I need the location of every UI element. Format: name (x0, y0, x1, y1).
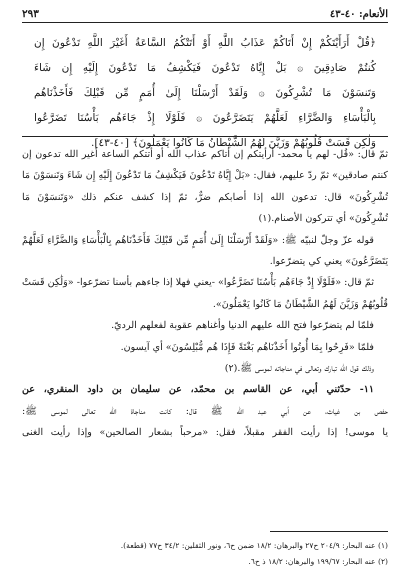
body-line: ثمّ قال: «فَلَوْلَا إِذْ جَاءَهُم بَأْسُنَا تَضَرَّعُوا» -يعني فهلا إذا جاءهم بأسنا تضرّعوا- «وَلَٰكِن قَسَتْ (22, 277, 374, 289)
body-line: حفص بن غياث، عن أبي عبد الله ﷺ قال: كانت مناجاة الله تعالى لموسى ﷺ: (22, 405, 388, 417)
body-line: قوله عزّ وجلّ لنبيّه ﷺ: «وَلَقَدْ أَرْسَلْنَا إِلَىٰ أُمَمٍ مِّن قَبْلِكَ فَأَخَذْنَاهُم بِالْبَأْسَاءِ وَالضَّرَّاءِ لَعَلَّهُمْ (22, 234, 374, 246)
verse-line: كُنتُمْ صَادِقِينَ ۞ بَلْ إِيَّاهُ تَدْعُونَ فَيَكْشِفُ مَا تَدْعُونَ إِلَيْهِ إِن شَاءَ (34, 62, 376, 74)
body-line: قُلُوبُهُمْ وَزَيَّنَ لَهُمُ الشَّيْطَانُ مَا كَانُوا يَعْمَلُونَ». (212, 298, 388, 310)
chapter-title: الأنعام: ٤٠-٤٣ (329, 9, 388, 20)
body-line: تُشْرِكُونَ» أي تتركون الأصنام.(١) (258, 213, 388, 225)
verse-line: وَتَنسَوْنَ مَا تُشْرِكُونَ ۞ وَلَقَدْ أَرْسَلْنَا إِلَىٰ أُمَمٍ مِّن قَبْلِكَ فَأَخَذْنَاهُم (34, 87, 376, 99)
body-line: فلمّا لم يتضرّعوا فتح الله عليهم الدنيا وأغناهم عقوبة لفعلهم الرديّ. (111, 320, 374, 332)
verse-line: وَلَٰكِن قَسَتْ قُلُوبُهُمْ وَزَيَّنَ لَهُمُ الشَّيْطَانُ مَا كَانُوا يَعْمَلُونَ﴾ [٤٠-٤٣]. (90, 137, 376, 149)
body-line: وذلك قول الله تبارك وتعالى في مناجاته لموسى ﷺ.(٢) (224, 363, 374, 375)
body-line: فلمّا «فَرِحُوا بِمَا أُوتُوا أَخَذْنَاهُم بَغْتَةً فَإِذَا هُم مُّبْلِسُونَ» أي آيسون. (120, 341, 374, 353)
body-line: ثمّ قال: «قُل- لهم يا محمد- أرأيتكم إن أتاكم عذاب الله أو أتتكم الساعة أغير الله تدعون إن (22, 149, 388, 160)
verse-divider (22, 136, 388, 137)
page-number: ٢٩٣ (22, 8, 39, 20)
page-header (22, 4, 388, 20)
commentary-body (22, 144, 388, 444)
body-line: يا موسى! إذا رأيت الفقر مقبلاً، فقل: «مرحباً بشعار الصالحين» وإذا رأيت الغنى (22, 427, 388, 439)
body-line: تُشْرِكُونَ» قال: تدعون الله إذا أصابكم ضرٌّ، ثمّ إذا كشف عنكم ذلك «وَتَنسَوْنَ مَا (22, 191, 388, 203)
footnote: (٢) عنه البحار: ١٩٩/٦٧ والبرهان: ١٨/٢ ذ ح٦. (248, 557, 388, 566)
verse-line: ﴿قُلْ أَرَأَيْتَكُمْ إِنْ أَتَاكُمْ عَذَابُ اللَّهِ أَوْ أَتَتْكُمُ السَّاعَةُ أَغَيْرَ اللَّهِ تَدْعُونَ إِن (34, 37, 376, 49)
body-line: يَتَضَرَّعُونَ» يعني كي يتضرّعوا. (269, 256, 388, 268)
body-line: كنتم صادقين» ثمّ ردّ عليهم، فقال: «بَلْ إِيَّاهُ تَدْعُونَ فَيَكْشِفُ مَا تَدْعُونَ إِلَيْهِ إِن شَاءَ وَتَنسَوْنَ مَا (22, 170, 388, 182)
verse-line: بِالْبَأْسَاءِ وَالضَّرَّاءِ لَعَلَّهُمْ يَتَضَرَّعُونَ ۞ فَلَوْلَا إِذْ جَاءَهُم بَأْسُنَا تَضَرَّعُوا (34, 112, 376, 124)
footnote-divider (270, 531, 388, 532)
footnote: (١) عنه البحار: ٢٠٤/٩ ح٢٧ والبرهان: ١٨/٢ ضمن ح٦، ونور الثقلين: ٣٤/٢ ح٧٧ (قطعة). (120, 541, 388, 550)
quran-verse-block (34, 31, 376, 156)
footnotes (22, 538, 388, 570)
header-divider (22, 22, 388, 23)
hadith-number-line: ١١- حدّثني أبي، عن القاسم بن محمّد، عن سليمان بن داود المنقري، عن (22, 384, 374, 396)
